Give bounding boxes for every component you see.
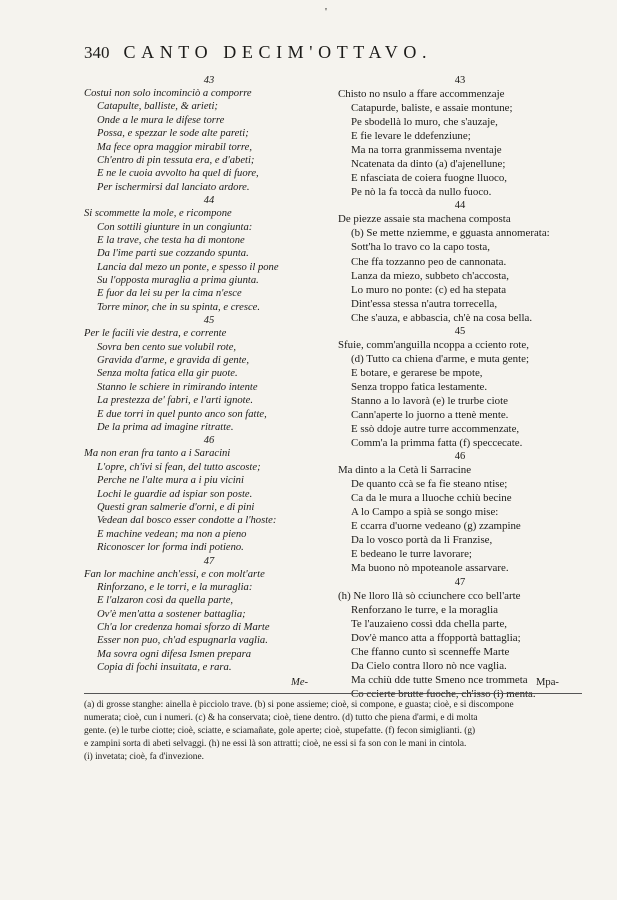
stanza [84, 74, 334, 194]
footnote-divider [84, 693, 582, 694]
verse-line: E ne le cuoia avvolto ha quel di fuore, [97, 168, 259, 180]
verse-line: Su l'opposta muraglia a prima giunta. [97, 275, 259, 287]
verse-line: Senza molta fatica ella gir puote. [97, 368, 238, 380]
verse-line: Gravida d'arme, e gravida di gente, [97, 355, 250, 367]
verse-line: E botare, e gerarese be mpote, [351, 366, 483, 379]
verse-line: Con sottili giunture in un congiunta: [97, 221, 253, 233]
verse-line: Per ischermirsi dal lanciato ardore. [97, 181, 250, 193]
verse-line: Costui non solo incominciò a comporre [84, 88, 252, 99]
verse-line: Sott'ha lo travo co la capo tosta, [351, 241, 490, 254]
verse-line: Ma fece opra maggior mirabil torre, [97, 141, 252, 153]
stanza [84, 555, 334, 675]
verse-line: De la prima ad imagine ritratte. [97, 421, 234, 433]
verse-line: Lancia dal mezo un ponte, e spesso il pone [97, 261, 279, 273]
verse-line: Rinforzano, e le torri, e la muraglia: [97, 581, 253, 593]
verse-line: Ma non eran fra tanto a i Saracini [84, 448, 231, 460]
verse-line: De quanto ccà se fa fie steano ntise; [351, 478, 508, 491]
stanza-number: 46 [454, 451, 466, 463]
verse-line: Fan lor machine anch'essi, e con molt'arte [84, 568, 265, 580]
verse-line: Renforzano le turre, e la moraglia [351, 603, 498, 616]
verse-line: (b) Se mette nziemme, e gguasta annomerata: [351, 227, 550, 240]
footnote-line: e zampini sorta di abeti selvaggi. (h) ne essi là son attratti; cioè, ne essi si fa son con le mani in cintola. [84, 739, 467, 749]
stanza [84, 314, 334, 434]
verse-line: E l'alzaron così da quella parte, [97, 595, 234, 607]
verse-line: Vedean dal bosco esser condotte a l'hoste: [97, 515, 277, 527]
footnote-line: gente. (e) le turbe ciotte; cioè, sciatte, e sciamañate, gole aperte; cioè, stupefatte. (f) fecon simiglianti. (g) [84, 726, 476, 736]
stanza-number: 47 [203, 555, 215, 567]
verse-line: Lochi le guardie ad ispiar son poste. [97, 488, 253, 500]
stanza [338, 199, 582, 324]
verse-line: Ch'entro di pin tessuta era, e d'abeti; [97, 154, 255, 166]
verse-line: Si scommette la mole, e ricompone [84, 208, 232, 220]
verse-line: Che s'auza, e abbascia, ch'è na cosa bella. [351, 311, 533, 324]
verse-line: Te l'auzaieno cossì dda chella parte, [351, 617, 508, 630]
running-title: CANTO DECIM'OTTAVO. [123, 42, 433, 62]
verse-line: (d) Tutto ca chiena d'arme, e muta gente; [351, 352, 529, 365]
verse-line: Chisto no nsulo a ffare accommenzaje [338, 88, 505, 100]
verse-line: E fuor da lei su per la cima n'esce [97, 288, 242, 300]
italian-verse-column [84, 74, 334, 675]
verse-line: Ma buono nò mpoteanole assarvare. [351, 562, 509, 575]
verse-line: Ncatenata da dinto (a) d'ajenellune; [351, 158, 506, 171]
stanza-number: 44 [454, 200, 466, 212]
verse-line: Pe nò la fa toccà da nullo fuoco. [351, 186, 492, 199]
verse-line: Ma na torra granmissema nventaje [351, 144, 502, 157]
verse-line: Ma cchiù dde tutte Smeno nce trommeta [351, 673, 528, 686]
verse-line: Dint'essa stessa n'autra torrecella, [351, 297, 498, 310]
verse-line: Da lo vosco portà da li Franzise, [351, 534, 493, 547]
footnotes [84, 699, 584, 764]
verse-line: Lanza da miezo, subbeto ch'accosta, [351, 269, 509, 282]
verse-line: Esser non puo, ch'ad espugnarla vaglia. [97, 635, 268, 647]
verse-line: E nfasciata de coiera fuogne lluoco, [351, 172, 508, 185]
verse-line: E ccarra d'uorne vedeano (g) zzampine [351, 520, 521, 533]
verse-line: E fie levare le ddefenziune; [351, 130, 471, 143]
verse-line: Torre minor, che in su spinta, e cresce. [97, 301, 261, 313]
catchword-left: Me- [291, 677, 309, 688]
verse-line: Catapulte, balliste, & arieti; [97, 101, 218, 113]
stanza [338, 450, 582, 575]
verse-line: E la trave, che testa ha di montone [97, 234, 245, 246]
verse-line: Copia di fochi insuitata, e rara. [97, 662, 232, 674]
verse-line: Perche ne l'alte mura a i piu vicini [97, 475, 244, 487]
verse-line: Possa, e spezzar le sode alte pareti; [97, 128, 249, 140]
verse-line: De piezze assaie sta machena composta [338, 213, 511, 226]
verse-line: Comm'a la primma fatta (f) speccecate. [351, 437, 523, 450]
stanza-number: 43 [454, 75, 466, 86]
stanza-number: 47 [454, 576, 466, 588]
verse-line: Cann'aperte lo juorno a ttenè mente. [351, 408, 509, 421]
verse-line: Riconoscer lor forma indi potieno. [97, 542, 244, 554]
stanza [84, 194, 334, 314]
verse-line: Co ccierte brutte fuoche, ch'isso (i) menta. [351, 687, 536, 700]
verse-line: Sovra ben cento sue volubil rote, [97, 341, 237, 353]
stanza [338, 325, 582, 450]
verse-line: E bedeano le turre lavorare; [351, 548, 472, 561]
verse-line: E due torri in quel punto anco son fatte, [97, 408, 267, 420]
verse-line: (h) Ne lloro llà sò cciunchere cco bell'arte [338, 589, 521, 602]
stanza-number: 45 [454, 325, 466, 337]
verse-line: E ssò ddoje autre turre accommenzate, [351, 423, 520, 436]
verse-line: L'opre, ch'ivi si fean, del tutto ascoste; [97, 461, 261, 473]
verse-line: Per le facili vie destra, e corrente [84, 328, 227, 340]
stanza-number: 45 [203, 315, 215, 327]
verse-line: Ov'è men'atta a sostener battaglia; [97, 608, 246, 620]
footnote-line: (a) di grosse stanghe: ainella è picciolo trave. (b) si pone assieme; cioè, si compone, e guasta; cioè, e si discompone [84, 700, 514, 710]
verse-line: Senza troppo fatica lestamente. [351, 380, 488, 393]
verse-line: A lo Campo a spià se songo mise: [351, 506, 499, 519]
verse-line: Ma sovra ogni difesa Ismen prepara [97, 648, 252, 660]
verse-line: Che ffa tozzanno peo de cannonata. [351, 255, 507, 268]
stanza [338, 74, 582, 199]
verse-line: La prestezza de' fabri, e l'arti ignote. [97, 395, 253, 407]
verse-line: Stanno a lo lavorà (e) le trurbe ciote [351, 394, 508, 407]
footnote-line: (i) invetata; cioè, fa d'invezione. [84, 752, 204, 762]
verse-line: Sfuie, comm'anguilla ncoppa a cciento rote, [338, 338, 529, 351]
stanza [84, 434, 334, 554]
verse-line: Ca da le mura a lluoche cchiù becine [351, 492, 512, 505]
verse-line: Dov'è manco atta a ffopportà battaglia; [351, 631, 521, 644]
verse-line: Pe sbodellà lo muro, che s'auzaje, [351, 116, 498, 129]
verse-line: Da Cielo contra lloro nò nce vaglia. [351, 659, 507, 672]
neapolitan-verse-column [338, 74, 582, 701]
verse-line: Onde a le mura le difese torre [97, 114, 225, 126]
verse-line: Stanno le schiere in rimirando intente [97, 381, 258, 393]
verse-line: E machine vedean; ma non a pieno [97, 528, 247, 540]
verse-line: Da l'ime parti sue cozzando spunta. [97, 248, 249, 260]
page-number: 340 [84, 43, 110, 62]
verse-line: Lo muro no ponte: (c) ed ha stepata [351, 283, 507, 296]
stanza-number: 44 [203, 195, 215, 207]
verse-line: Ch'a lor credenza homai sforzo di Marte [97, 622, 270, 634]
print-mark: ' [325, 6, 327, 18]
stanza-number: 46 [203, 435, 215, 447]
stanza-number: 43 [203, 75, 215, 86]
page-header [84, 42, 534, 63]
verse-line: Che ffanno cunto sì scenneffe Marte [351, 645, 510, 658]
verse-line: Catapurde, baliste, e assaie montune; [351, 102, 513, 115]
footnote-line: numerata; cioè, cun i numeri. (c) & ha conservata; cioè, tiene dentro. (d) tutto che piena d'armi, e di molta [84, 713, 478, 723]
catchword-right: Mpa- [536, 677, 559, 688]
verse-line: Questi gran salmerie d'orni, e di pini [97, 501, 255, 513]
verse-line: Ma dinto a la Cetà li Sarracine [338, 464, 472, 477]
